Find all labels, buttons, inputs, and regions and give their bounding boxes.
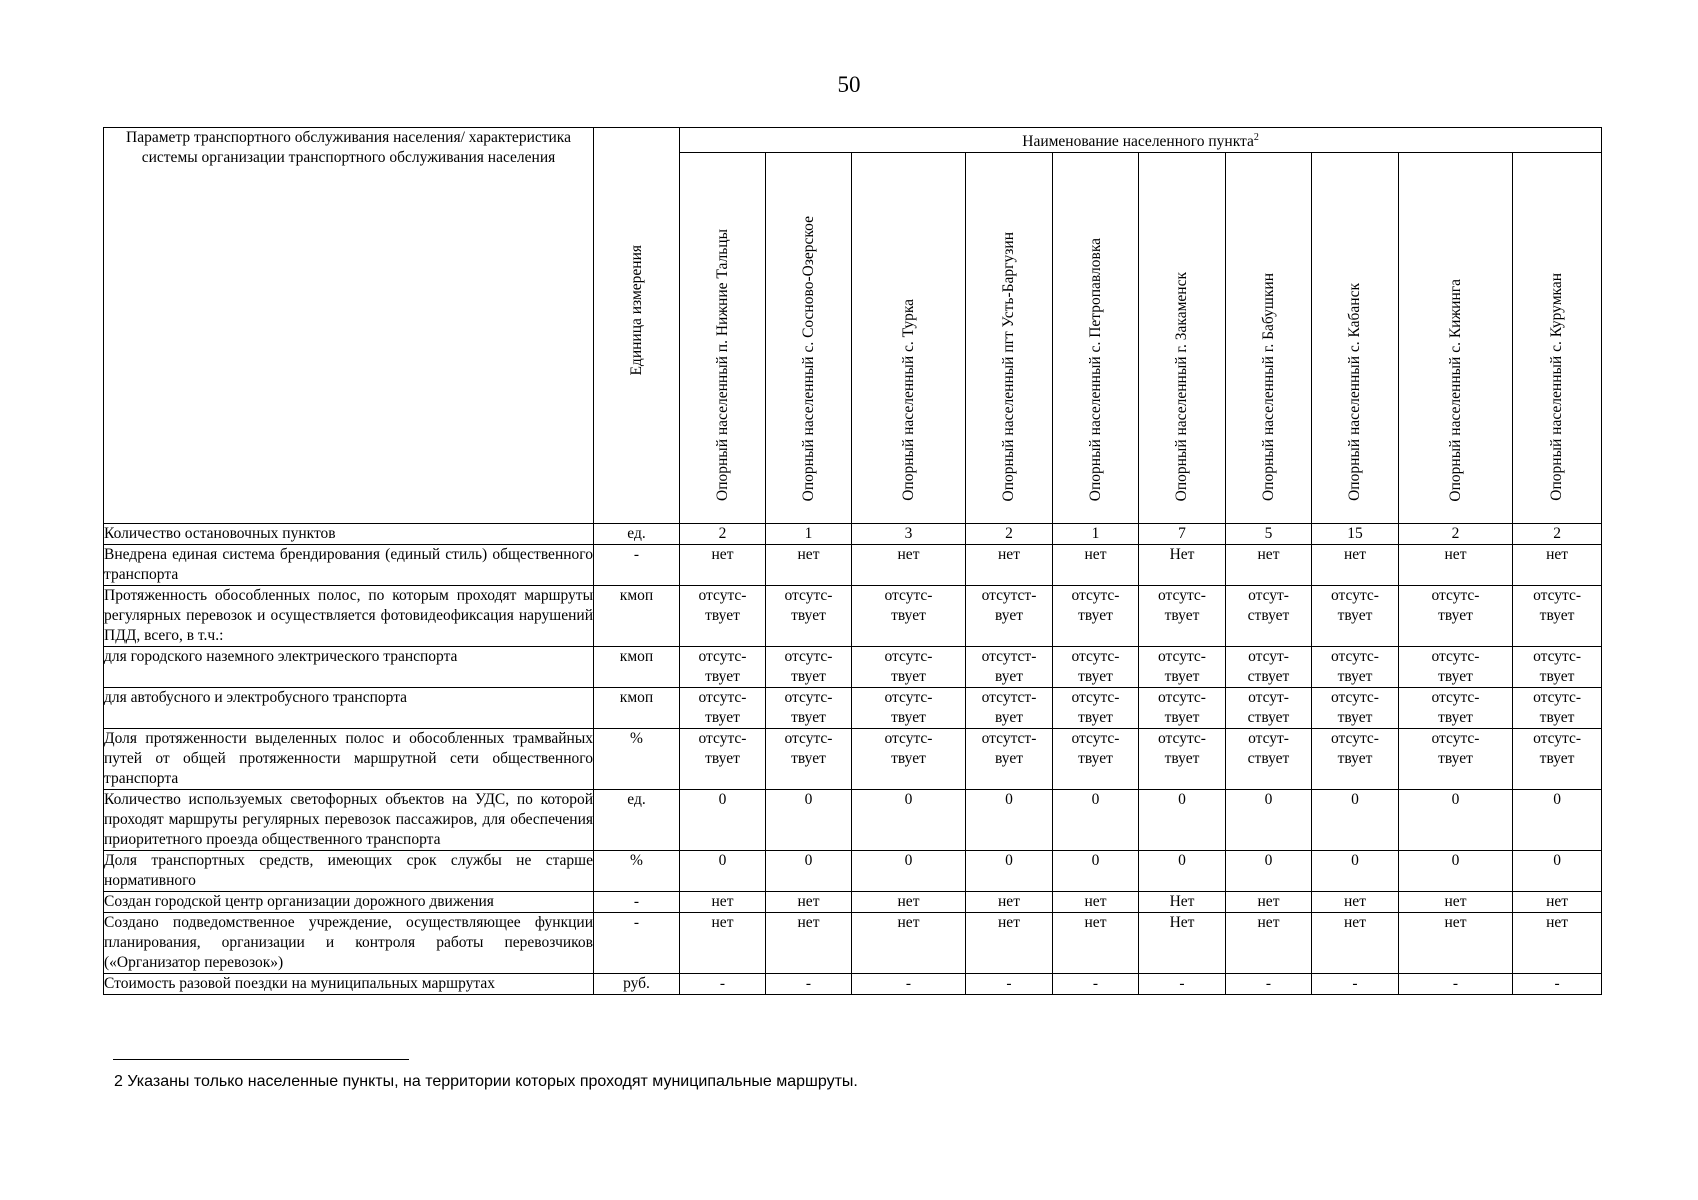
value-cell: нет	[1053, 892, 1139, 913]
value-cell: 1	[1053, 524, 1139, 545]
value-cell: отсутс- твует	[1053, 586, 1139, 647]
value-cell: нет	[1399, 892, 1513, 913]
value-cell: нет	[680, 913, 766, 974]
value-cell: отсутс- твует	[766, 688, 852, 729]
table-row	[104, 913, 1602, 974]
value-cell: отсутст- вует	[966, 729, 1053, 790]
unit-cell: %	[594, 851, 680, 892]
value-cell: отсутс- твует	[1139, 586, 1226, 647]
value-cell: -	[1399, 974, 1513, 995]
value-cell: нет	[1399, 545, 1513, 586]
unit-cell: кмоп	[594, 647, 680, 688]
value-cell: нет	[852, 545, 966, 586]
value-cell: нет	[680, 892, 766, 913]
settlement-header: Опорный населенный г. Бабушкин	[1226, 153, 1312, 524]
table-body	[104, 524, 1602, 995]
value-cell: 0	[1139, 851, 1226, 892]
value-cell: нет	[1226, 913, 1312, 974]
value-cell: отсутс- твует	[1312, 688, 1399, 729]
unit-cell: ед.	[594, 524, 680, 545]
value-cell: отсутст- вует	[966, 586, 1053, 647]
value-cell: отсутс- твует	[1312, 729, 1399, 790]
table-row	[104, 586, 1602, 647]
value-cell: отсутс- твует	[1513, 729, 1602, 790]
value-cell: 2	[680, 524, 766, 545]
value-cell: отсутс- твует	[1139, 729, 1226, 790]
parameter-column-header: Параметр транспортного обслуживания населения/ характеристика системы организации транспортного обслуживания населения	[104, 128, 594, 524]
value-cell: 0	[1513, 790, 1602, 851]
value-cell: отсутс- твует	[680, 586, 766, 647]
value-cell: 0	[1513, 851, 1602, 892]
unit-cell: -	[594, 913, 680, 974]
footnote: 2 Указаны только населенные пункты, на территории которых проходят муниципальные маршруты.	[114, 1073, 858, 1090]
settlement-header: Опорный населенный с. Турка	[852, 153, 966, 524]
unit-cell: -	[594, 892, 680, 913]
table-row	[104, 688, 1602, 729]
value-cell: отсутс- твует	[1312, 586, 1399, 647]
value-cell: Нет	[1139, 892, 1226, 913]
parameter-cell: Создано подведомственное учреждение, осуществляющее функции планирования, организации и контроля работы перевозчиков («Организатор перевозок»)	[104, 913, 594, 974]
value-cell: 0	[966, 790, 1053, 851]
value-cell: отсутс- твует	[766, 729, 852, 790]
value-cell: нет	[852, 892, 966, 913]
value-cell: 0	[680, 851, 766, 892]
settlement-header: Опорный населенный г. Закаменск	[1139, 153, 1226, 524]
value-cell: 7	[1139, 524, 1226, 545]
unit-cell: кмоп	[594, 586, 680, 647]
value-cell: нет	[1513, 913, 1602, 974]
parameter-cell: для автобусного и электробусного транспорта	[104, 688, 594, 729]
value-cell: отсутс- твует	[1513, 586, 1602, 647]
value-cell: 0	[1399, 851, 1513, 892]
value-cell: -	[1226, 974, 1312, 995]
value-cell: -	[1513, 974, 1602, 995]
header-row	[104, 128, 1602, 153]
value-cell: нет	[966, 892, 1053, 913]
footnote-divider	[113, 1059, 409, 1060]
value-cell: нет	[1312, 913, 1399, 974]
value-cell: 0	[1139, 790, 1226, 851]
value-cell: нет	[1226, 892, 1312, 913]
parameter-cell: Количество остановочных пунктов	[104, 524, 594, 545]
value-cell: отсутс- твует	[852, 688, 966, 729]
table-row	[104, 851, 1602, 892]
value-cell: 0	[1226, 790, 1312, 851]
settlement-header: Опорный населенный с. Кижинга	[1399, 153, 1513, 524]
parameter-cell: Доля транспортных средств, имеющих срок службы не старше нормативного	[104, 851, 594, 892]
value-cell: отсутс- твует	[1513, 647, 1602, 688]
value-cell: -	[1312, 974, 1399, 995]
value-cell: нет	[1513, 545, 1602, 586]
settlements-group-header: Наименование населенного пункта$^2$	[680, 128, 1602, 153]
settlement-header: Опорный населенный с. Сосново-Озерское	[766, 153, 852, 524]
value-cell: 0	[1312, 790, 1399, 851]
value-cell: нет	[1312, 545, 1399, 586]
unit-cell: руб.	[594, 974, 680, 995]
value-cell: нет	[966, 913, 1053, 974]
value-cell: отсутс- твует	[1312, 647, 1399, 688]
value-cell: 0	[680, 790, 766, 851]
value-cell: Нет	[1139, 913, 1226, 974]
value-cell: нет	[766, 913, 852, 974]
unit-cell: ед.	[594, 790, 680, 851]
value-cell: отсут- ствует	[1226, 647, 1312, 688]
value-cell: 0	[1399, 790, 1513, 851]
value-cell: -	[680, 974, 766, 995]
parameter-cell: Стоимость разовой поездки на муниципальных маршрутах	[104, 974, 594, 995]
value-cell: 0	[766, 851, 852, 892]
page-number: 50	[837, 72, 861, 97]
value-cell: нет	[1053, 913, 1139, 974]
value-cell: отсутс- твует	[1399, 647, 1513, 688]
parameter-cell: Создан городской центр организации дорожного движения	[104, 892, 594, 913]
value-cell: нет	[766, 892, 852, 913]
settlement-header: Опорный населенный с. Курумкан	[1513, 153, 1602, 524]
settlement-header: Опорный населенный с. Кабанск	[1312, 153, 1399, 524]
value-cell: отсутс- твует	[852, 647, 966, 688]
value-cell: отсутс- твует	[1399, 729, 1513, 790]
value-cell: отсутс- твует	[1053, 729, 1139, 790]
value-cell: отсутс- твует	[680, 729, 766, 790]
value-cell: отсутс- твует	[766, 647, 852, 688]
value-cell: нет	[1053, 545, 1139, 586]
value-cell: Нет	[1139, 545, 1226, 586]
value-cell: 2	[1513, 524, 1602, 545]
value-cell: отсутс- твует	[1053, 647, 1139, 688]
value-cell: отсутс- твует	[1139, 647, 1226, 688]
value-cell: 0	[852, 851, 966, 892]
value-cell: 2	[1399, 524, 1513, 545]
table-row	[104, 729, 1602, 790]
value-cell: -	[1053, 974, 1139, 995]
value-cell: 0	[1053, 851, 1139, 892]
table-row	[104, 524, 1602, 545]
value-cell: нет	[852, 913, 966, 974]
table-row	[104, 974, 1602, 995]
value-cell: 0	[1312, 851, 1399, 892]
settlement-header: Опорный населенный пгт Усть-Баргузин	[966, 153, 1053, 524]
value-cell: -	[766, 974, 852, 995]
value-cell: отсут- ствует	[1226, 729, 1312, 790]
value-cell: отсутс- твует	[1399, 688, 1513, 729]
unit-cell: -	[594, 545, 680, 586]
table-row	[104, 545, 1602, 586]
value-cell: нет	[680, 545, 766, 586]
value-cell: 3	[852, 524, 966, 545]
value-cell: нет	[966, 545, 1053, 586]
value-cell: отсутс- твует	[1399, 586, 1513, 647]
value-cell: 0	[1226, 851, 1312, 892]
parameter-cell: Количество используемых светофорных объектов на УДС, по которой проходят маршруты регулярных перевозок пассажиров, для обеспечения приоритетного проезда общественного транспорта	[104, 790, 594, 851]
value-cell: отсутс- твует	[1053, 688, 1139, 729]
value-cell: отсут- ствует	[1226, 586, 1312, 647]
value-cell: отсутс- твует	[1513, 688, 1602, 729]
value-cell: 5	[1226, 524, 1312, 545]
parameter-cell: Внедрена единая система брендирования (единый стиль) общественного транспорта	[104, 545, 594, 586]
value-cell: нет	[1312, 892, 1399, 913]
value-cell: нет	[1226, 545, 1312, 586]
value-cell: -	[1139, 974, 1226, 995]
transport-parameters-table	[103, 127, 1602, 995]
value-cell: 0	[966, 851, 1053, 892]
value-cell: отсутс- твует	[680, 688, 766, 729]
value-cell: нет	[1513, 892, 1602, 913]
value-cell: отсутс- твует	[852, 729, 966, 790]
value-cell: 0	[1053, 790, 1139, 851]
value-cell: отсутст- вует	[966, 647, 1053, 688]
value-cell: отсут- ствует	[1226, 688, 1312, 729]
parameter-cell: Доля протяженности выделенных полос и обособленных трамвайных путей от общей протяженности маршрутной сети общественного транспорта	[104, 729, 594, 790]
value-cell: отсутс- твует	[852, 586, 966, 647]
value-cell: 1	[766, 524, 852, 545]
value-cell: 0	[766, 790, 852, 851]
parameter-cell: для городского наземного электрического транспорта	[104, 647, 594, 688]
unit-column-header: Единица измерения	[594, 128, 680, 524]
parameter-cell: Протяженность обособленных полос, по которым проходят маршруты регулярных перевозок и осуществляется фотовидеофиксация нарушений ПДД, всего, в т.ч.:	[104, 586, 594, 647]
value-cell: нет	[766, 545, 852, 586]
value-cell: отсутс- твует	[680, 647, 766, 688]
value-cell: нет	[1399, 913, 1513, 974]
table-row	[104, 647, 1602, 688]
value-cell: отсутс- твует	[1139, 688, 1226, 729]
value-cell: отсутс- твует	[766, 586, 852, 647]
value-cell: -	[852, 974, 966, 995]
settlement-header: Опорный населенный с. Петропавловка	[1053, 153, 1139, 524]
value-cell: -	[966, 974, 1053, 995]
table-row	[104, 790, 1602, 851]
table-row	[104, 892, 1602, 913]
value-cell: 2	[966, 524, 1053, 545]
value-cell: 0	[852, 790, 966, 851]
value-cell: 15	[1312, 524, 1399, 545]
settlement-header: Опорный населенный п. Нижние Тальцы	[680, 153, 766, 524]
value-cell: отсутст- вует	[966, 688, 1053, 729]
unit-cell: кмоп	[594, 688, 680, 729]
unit-cell: %	[594, 729, 680, 790]
